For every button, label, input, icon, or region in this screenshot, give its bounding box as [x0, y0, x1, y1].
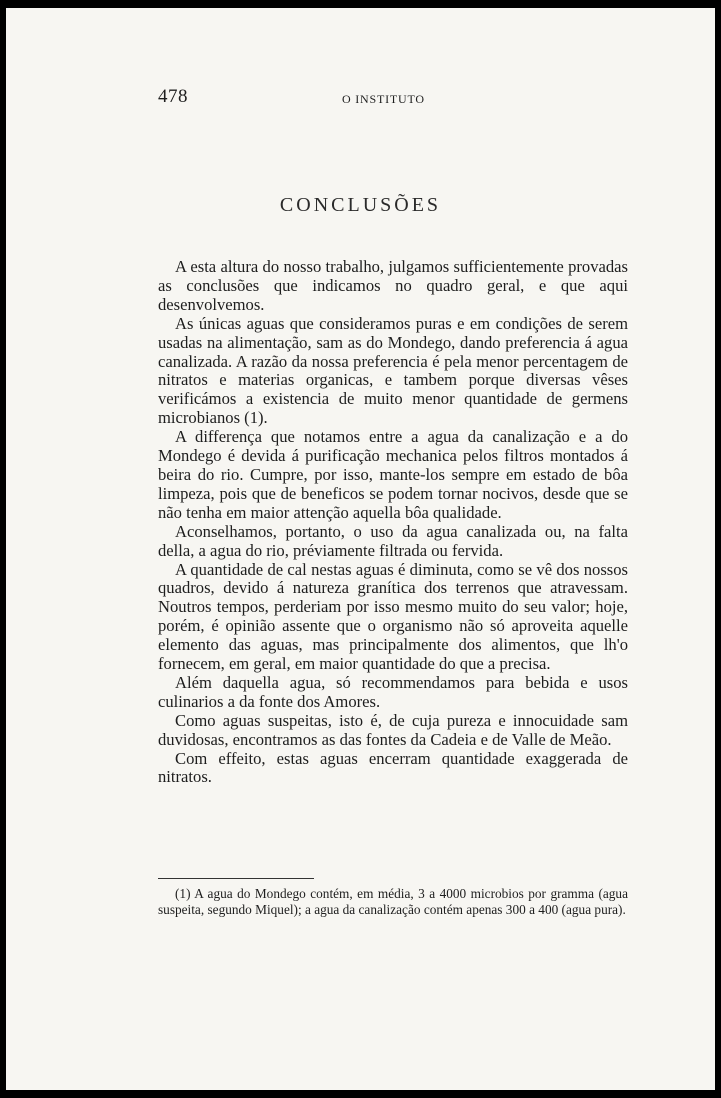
paragraph: A quantidade de cal nestas aguas é diminuta, como se vê dos nossos quadros, devido á natureza granítica dos terrenos que atravessam. Noutros tempos, perderiam por isso mesmo muito do seu valor; hoje, porém, é opinião assente que o organismo não só aproveita aquelle elemento das aguas, mas principalmente dos alimentos, que lh'o fornecem, em geral, em maior quantidade do que a precisa.	[158, 559, 628, 674]
paragraph: Como aguas suspeitas, isto é, de cuja pureza e innocuidade sam duvidosas, encontramos as das fontes da Cadeia e de Valle de Meão.	[158, 710, 628, 749]
book-page	[6, 8, 715, 1090]
footnote-rule	[158, 878, 314, 879]
paragraph: Aconselhamos, portanto, o uso da agua canalizada ou, na falta della, a agua do rio, préviamente filtrada ou fervida.	[158, 521, 628, 560]
section-title: CONCLUSÕES	[279, 194, 442, 216]
paragraph: As únicas aguas que consideramos puras e em condições de serem usadas na alimentação, sam as do Mondego, dando preferencia á agua canalizada. A razão da nossa preferencia é pela menor percentagem de nitratos e materias organicas, e tambem porque diversas vêses verificámos a existencia de muito menor quantidade de germens microbianos (1).	[158, 313, 628, 428]
paragraph: Além daquella agua, só recommendamos para bebida e usos culinarios a da fonte dos Amores.	[158, 672, 628, 711]
paragraph: A differença que notamos entre a agua da canalização e a do Mondego é devida á purificação mechanica pelos filtros montados á beira do rio. Cumpre, por isso, mante-los sempre em estado de bôa limpeza, pois que de beneficos se podem tornar nocivos, desde que se não tenha em maior attenção aquella bôa qualidade.	[158, 427, 628, 522]
page-number: 478	[158, 86, 188, 107]
running-head: O INSTITUTO	[342, 92, 425, 106]
paragraph: A esta altura do nosso trabalho, julgamos sufficientemente provadas as conclusões que indicamos no quadro geral, e que aqui desenvolvemos.	[158, 257, 628, 314]
footnote	[158, 886, 628, 917]
body-text	[158, 258, 628, 787]
footnote-text: (1) A agua do Mondego contém, em média, 3 a 4000 microbios por gramma (agua suspeita, segundo Miquel); a agua da canalização contém apenas 300 a 400 (agua pura).	[158, 886, 628, 917]
paragraph: Com effeito, estas aguas encerram quantidade exaggerada de nitratos.	[158, 748, 628, 787]
